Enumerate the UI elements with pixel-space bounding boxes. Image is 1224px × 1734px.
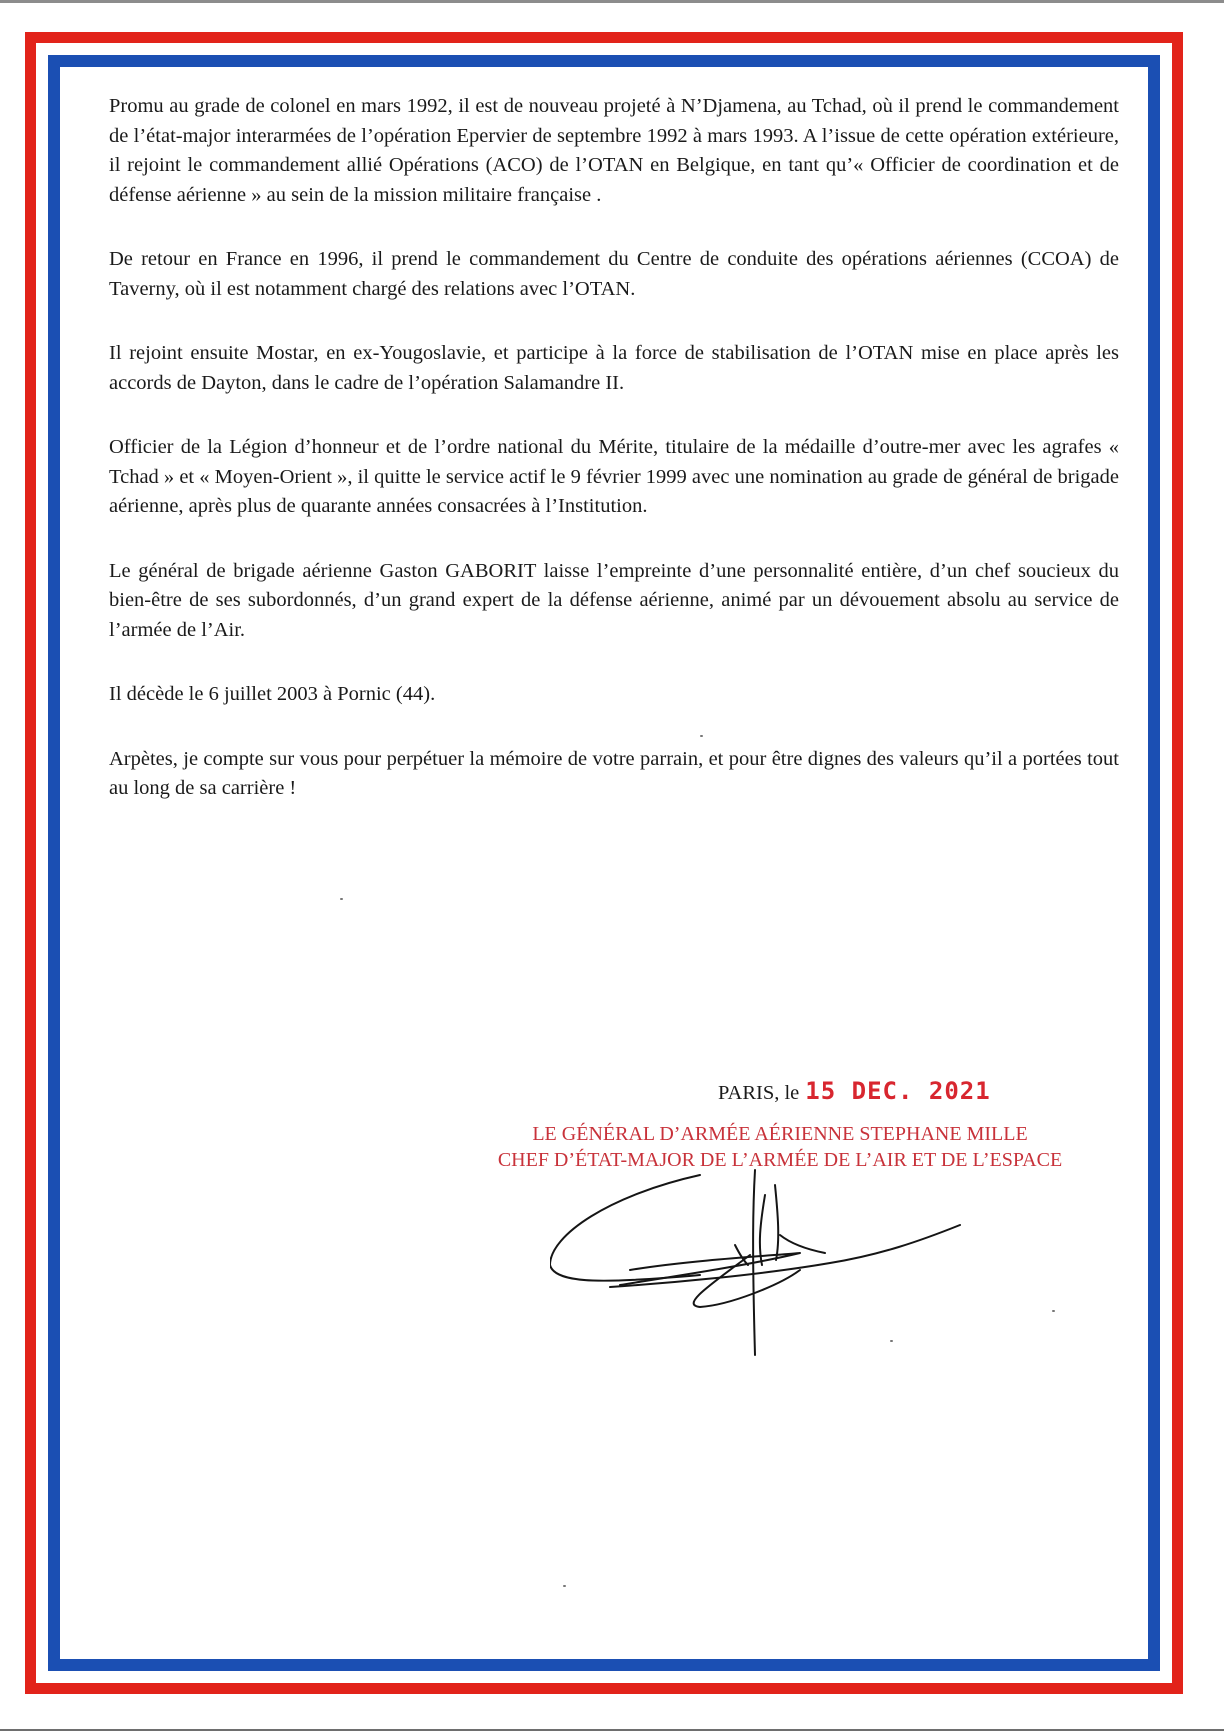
- date-stamp: 15 DEC. 2021: [805, 1077, 991, 1105]
- scan-speck: [700, 735, 703, 737]
- paragraph-mostar: Il rejoint ensuite Mostar, en ex-Yougoslavie, et participe à la force de stabilisation de l’OTAN mise en place après les accords de Dayton, dans le cadre de l’opération Salamandre II.: [109, 342, 1119, 394]
- letter-body: [109, 92, 1119, 839]
- paragraph-death: Il décède le 6 juillet 2003 à Pornic (44).: [109, 683, 436, 705]
- scan-top-edge: [0, 0, 1224, 3]
- officer-name: LE GÉNÉRAL D’ARMÉE AÉRIENNE STEPHANE MILLE: [532, 1123, 1028, 1145]
- paragraph-career-1992: Promu au grade de colonel en mars 1992, il est de nouveau projeté à N’Djamena, au Tchad, où il prend le commandement de l’état-major interarmées de l’opération Epervier de septembre 1992 à mars 1993. A l’issue de cette opération extérieure, il rejoint le commandement allié Opérations (ACO) de l’OTAN en Belgique, en tant qu’« Officier de coordination et de défense aérienne » au sein de la mission militaire française .: [109, 95, 1119, 206]
- officer-title: CHEF D’ÉTAT-MAJOR DE L’ARMÉE DE L’AIR ET DE L’ESPACE: [497, 1149, 1063, 1171]
- paragraph-tribute: Le général de brigade aérienne Gaston GABORIT laisse l’empreinte d’une personnalité entière, d’un chef soucieux du bien-être de ses subordonnés, d’un grand expert de la défense aérienne, animé par un dévouement absolu au service de l’armée de l’Air.: [109, 559, 1119, 641]
- place-prefix: PARIS, le: [718, 1082, 800, 1104]
- scan-bottom-edge: [0, 1729, 1224, 1731]
- place-date-line: [718, 1077, 991, 1107]
- scan-speck: [890, 1340, 893, 1342]
- paragraph-ccoa-1996: De retour en France en 1996, il prend le commandement du Centre de conduite des opérations aériennes (CCOA) de Taverny, où il est notamment chargé des relations avec l’OTAN.: [109, 248, 1119, 300]
- scan-speck: [340, 898, 343, 900]
- signature-icon: [550, 1165, 990, 1365]
- paragraph-decorations: Officier de la Légion d’honneur et de l’ordre national du Mérite, titulaire de la médaille d’outre-mer avec les agrafes « Tchad » et « Moyen-Orient », il quitte le service actif le 9 février 1999 avec une nomination au grade de général de brigade aérienne, après plus de quarante années consacrées à l’Institution.: [109, 436, 1119, 517]
- paragraph-closing: Arpètes, je compte sur vous pour perpétuer la mémoire de votre parrain, et pour être dignes des valeurs qu’il a portées tout au long de sa carrière !: [109, 747, 1119, 799]
- scan-speck: [1052, 1310, 1055, 1312]
- scan-speck: [563, 1585, 566, 1587]
